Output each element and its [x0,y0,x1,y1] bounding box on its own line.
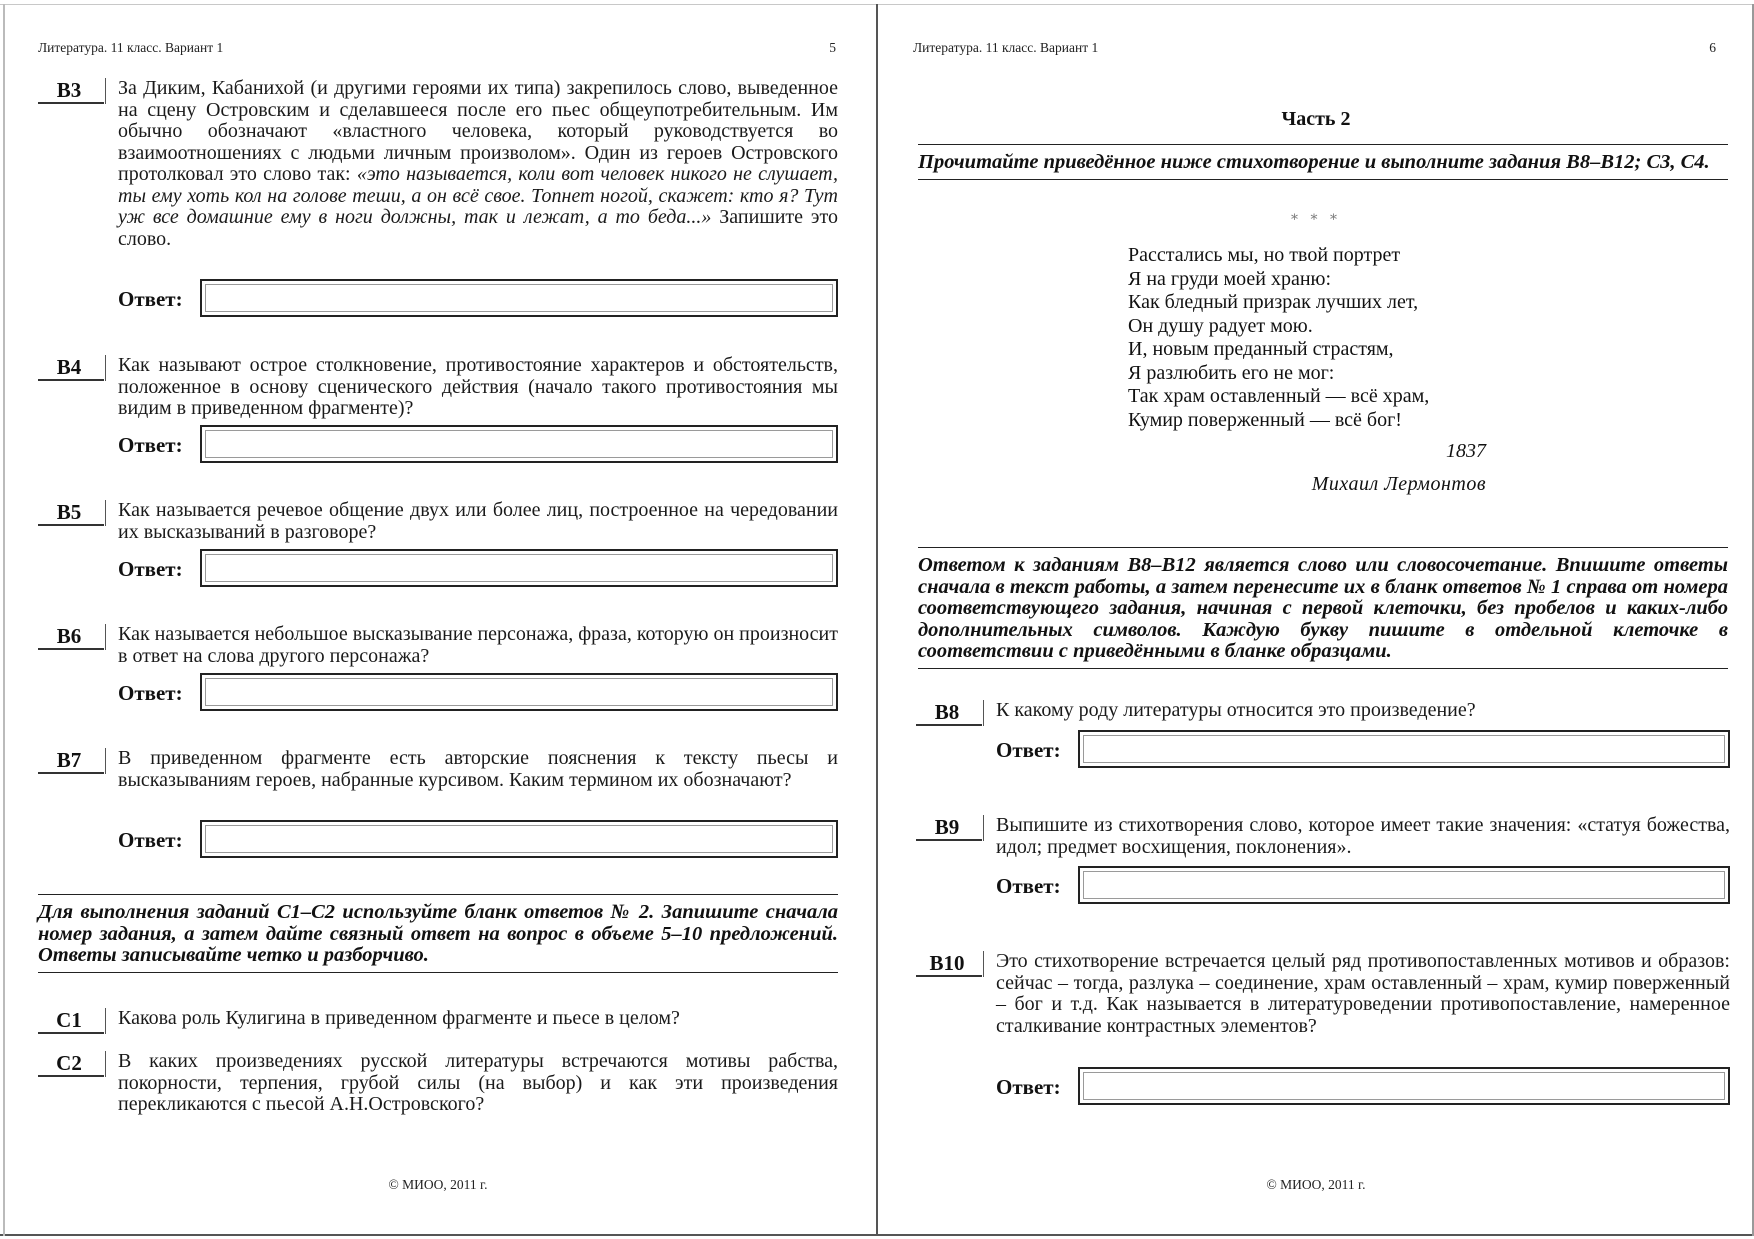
instruction-read-poem: Прочитайте приведённое ниже стихотворение и выполните задания В8–В12; С3, С4. [918,144,1728,180]
task-b9 [916,815,1730,858]
poem-line: Так храм оставленный — всё храм, [1128,385,1430,407]
poem-line: И, новым преданный страстям, [1128,338,1394,360]
quote-italic: «это называется, коли вот человек никого не слушает, ты ему хоть кол на голове теши, а он всё свое. Топнет ногой, скажет: кто я? Тут уж все домашние ему в ноги должны, так и лежат, а то беда...» [118,163,839,228]
header-title: Литература. 11 класс. Вариант 1 [913,40,1099,55]
answer-label: Ответ: [118,828,183,852]
answer-label: Ответ: [996,1075,1061,1099]
poem-author: Михаил Лермонтов [1311,473,1486,495]
page-number: 5 [829,40,836,55]
task-b7 [38,748,838,791]
poem [1128,244,1488,432]
answer-label: Ответ: [118,681,183,705]
instruction-c1-c2: Для выполнения заданий С1–С2 используйте бланк ответов № 2. Запишите сначала номер задания, а затем дайте связный ответ на вопрос в объеме 5–10 предложений. Ответы записывайте четко и разборчиво. [38,894,838,973]
task-label: B8 [916,702,982,726]
task-text: Как называется речевое общение двух или более лиц, построенное на чередовании их высказываний в разговоре? [118,499,838,543]
page-5 [0,0,876,1234]
answer-field-b6[interactable] [200,673,838,711]
answer-label: Ответ: [118,287,183,311]
instruction-b8-b12: Ответом к заданиям В8–В12 является слово или словосочетание. Впишите ответы сначала в текст работы, а затем перенесите их в бланк ответов № 1 справа от номера соответствующего задания, начиная с первой клеточки, без пробелов и каких-либо дополнительных символов. Каждую букву пишите в отдельной клеточке в соответствии с приведёнными в бланке образцами. [918,547,1728,669]
task-text: Выпишите из стихотворения слово, которое имеет такие значения: «статуя божества, идол; предмет восхищения, поклонения». [996,814,1730,858]
task-c1 [38,1008,838,1030]
task-text: За Диким, Кабанихой (и другими героями их типа) закрепилось слово, выведенное на сцену Островским и сделавшееся после его пьес общеупотребительным. Им обычно обозначают «властного человека, который руководствуется во взаимоотношениях с людьми личным произволом». Один из героев Островского протолковал это слово так: «это называется, коли вот человек никого не слушает, ты ему хоть кол на голове теши, а он всё свое. Топнет ногой, скажет: кто я? Тут уж все домашние ему в ноги должны, так и лежат, а то беда...» Запишите это слово. [118,77,839,250]
task-label: B6 [38,626,104,650]
task-label: C2 [38,1053,104,1077]
task-text: В приведенном фрагменте есть авторские пояснения к тексту пьесы и высказываниям героев, набранные курсивом. Каким термином их обозначают? [118,747,838,791]
task-b10 [916,951,1730,1037]
task-c2 [38,1051,838,1116]
poem-stars: * * * [1291,212,1341,228]
task-text: К какому роду литературы относится это произведение? [996,699,1476,721]
poem-year: 1837 [1446,440,1486,462]
task-text: Как называется небольшое высказывание персонажа, фраза, которую он произносит в ответ на слова другого персонажа? [118,623,838,667]
task-text: В каких произведениях русской литературы встречаются мотивы рабства, покорности, терпения, грубой силы (на выбор) и как эти произведения перекликаются с пьесой А.Н.Островского? [118,1050,838,1115]
running-header [913,40,1716,56]
poem-line: Я на груди моей храню: [1128,267,1332,290]
task-label: B5 [38,502,104,526]
page-footer: © МИОО, 2011 г. [1266,1177,1366,1192]
task-b8 [916,700,1730,722]
task-b5 [38,500,838,543]
answer-label: Ответ: [118,433,183,457]
task-text: Какова роль Кулигина в приведенном фрагменте и пьесе в целом? [118,1007,680,1029]
poem-line: Как бледный призрак лучших лет, [1128,291,1419,313]
poem-line: Он душу радует мою. [1128,314,1313,337]
task-label: B3 [38,80,104,104]
answer-label: Ответ: [118,557,183,581]
page-6 [878,0,1754,1234]
answer-field-b9[interactable] [1078,866,1730,904]
task-text: Это стихотворение встречается целый ряд противопоставленных мотивов и образов: сейчас – тогда, разлука – соединение, храм оставленный – храм, кумир поверженный – бог и т.д. Как называется в литературоведении противопоставление, намеренное сталкивание контрастных элементов? [996,950,1730,1037]
answer-label: Ответ: [996,874,1061,898]
task-b4 [38,355,838,420]
header-title: Литература. 11 класс. Вариант 1 [38,40,224,55]
answer-label: Ответ: [996,738,1061,762]
page-number: 6 [1709,40,1716,55]
answer-field-b8[interactable] [1078,730,1730,768]
task-b6 [38,624,838,667]
answer-field-b5[interactable] [200,549,838,587]
running-header [38,40,836,56]
task-label: B9 [916,817,982,841]
page-footer: © МИОО, 2011 г. [388,1177,488,1192]
poem-line: Кумир поверженный — всё бог! [1128,408,1402,431]
part-title: Часть 2 [1281,108,1351,130]
answer-field-b4[interactable] [200,425,838,463]
task-text: Как называют острое столкновение, противостояние характеров и обстоятельств, положенное в основу сценического действия (начало такого противостояния мы видим в приведенном фрагменте)? [118,354,838,419]
poem-line: Я разлюбить его не мог: [1128,361,1335,384]
task-label: B10 [916,953,982,977]
poem-line: Расстались мы, но твой портрет [1128,244,1401,266]
answer-field-b10[interactable] [1078,1067,1730,1105]
answer-field-b3[interactable] [200,279,838,317]
task-label: B7 [38,750,104,774]
task-label: C1 [38,1010,104,1034]
answer-field-b7[interactable] [200,820,838,858]
task-label: B4 [38,357,104,381]
task-b3 [38,78,838,250]
